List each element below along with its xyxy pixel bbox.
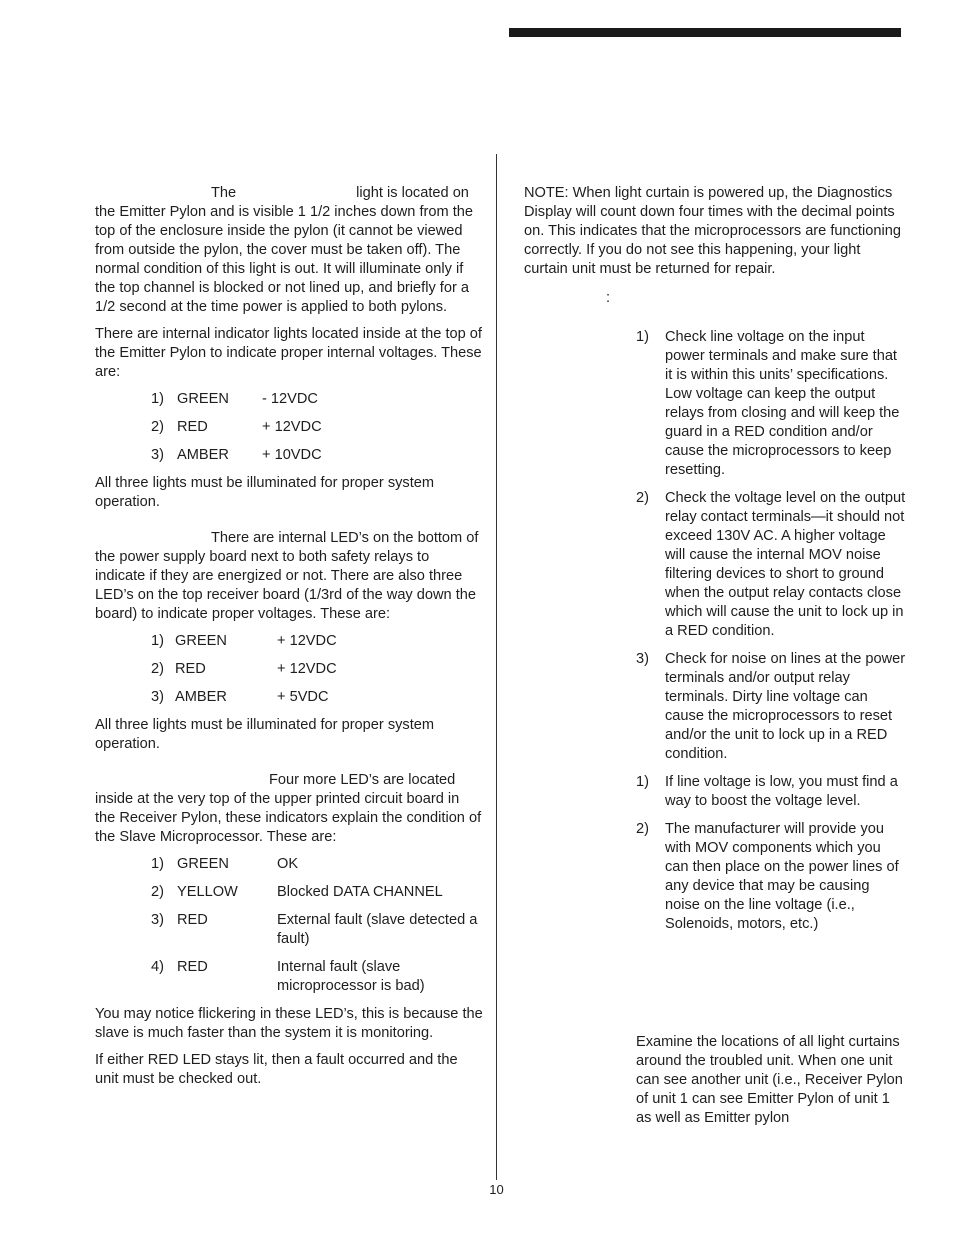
list-item: 2) RED + 12VDC — [151, 661, 337, 677]
list-item: 3) RED External fault (slave detected a fault) — [151, 912, 478, 947]
para1-lead: The — [211, 185, 237, 201]
list-item: 1) GREEN - 12VDC — [151, 391, 318, 407]
list-item: 2) Check the voltage level on the output relay contact terminals—it should not exceed 130V AC. A higher voltage will cause the internal MOV noise filtering devices to short to ground when the output relay contacts close which will cause the unit to lock up in a RED condition. — [636, 490, 906, 639]
para4-rest: of the power supply board next to both safety relays to indicate if they are energized or not. There are also three LED’s on the top receiver board (1/3rd of the way down the board) to indicate proper voltages. These are: — [95, 530, 479, 622]
list-item: 3) AMBER + 5VDC — [151, 689, 329, 705]
paragraph-emitter-indicators: There are internal indicator lights located inside at the top of the Emitter Pylon to indicate proper internal voltages. These are: — [95, 326, 482, 380]
column-divider — [496, 154, 497, 1180]
list-item: 1) If line voltage is low, you must find a way to boost the voltage level. — [636, 774, 898, 809]
paragraph-all-lights-2: All three lights must be illuminated for proper system operation. — [95, 717, 435, 752]
paragraph-flickering: You may notice flickering in these LED’s, this is because the slave is much faster than the system it is monitoring. — [95, 1006, 483, 1041]
para4-lead: There are internal LED’s on the bottom — [211, 530, 463, 546]
note-paragraph: NOTE: When light curtain is powered up, the Diagnostics Display will count down four times with the decimal points on. This indicates that the microprocessors are functioning correctly. If you do not see this happening, your light curtain unit must be returned for repair. — [524, 185, 901, 277]
paragraph-emitter-light — [95, 184, 483, 317]
right-column — [524, 184, 906, 1136]
para1-mid: light is located on — [356, 185, 469, 201]
list-item: 2) RED + 12VDC — [151, 419, 322, 435]
list-item: 1) GREEN + 12VDC — [151, 633, 337, 649]
emitter-indicator-list — [95, 390, 483, 466]
para6-lead: Four more LED’s are located — [269, 772, 456, 788]
paragraph-all-lights-1: All three lights must be illuminated for proper system operation. — [95, 475, 435, 510]
header-bar — [509, 28, 901, 37]
list-item: 2) The manufacturer will provide you with MOV components which you can then place on the power lines of any device that may be causing noise on the line voltage (i.e., Solenoids, motors, etc.) — [636, 821, 899, 932]
list-item: 3) Check for noise on lines at the power terminals and/or output relay terminals. Dirty line voltage can cause the microprocessors to reset and/or the unit to lock up in a RED condition. — [636, 651, 906, 762]
paragraph-red-led: If either RED LED stays lit, then a fault occurred and the unit must be checked out. — [95, 1052, 458, 1087]
paragraph-receiver-leds — [95, 529, 483, 624]
paragraph-slave-leds — [95, 771, 483, 847]
list-item: 4) RED Internal fault (slave microprocessor is bad) — [151, 959, 425, 994]
fix-steps — [636, 773, 906, 934]
paragraph-examine-locations: Examine the locations of all light curtains around the troubled unit. When one unit can see another unit (i.e., Receiver Pylon of unit 1 can see Emitter Pylon of unit 1 as well as Emitter pylon — [636, 1034, 903, 1126]
para6-rest: inside at the very top of the upper printed circuit board in the Receiver Pylon, these indicators explain the condition of the Slave Microprocessor. These are: — [95, 791, 482, 845]
left-column — [95, 184, 483, 1097]
para1-rest: the Emitter Pylon and is visible 1 1/2 inches down from the top of the enclosure inside the pylon (it cannot be viewed from outside the pylon, the cover must be taken off). The normal condition of this light is out. It will illuminate only if the top channel is blocked or not lined up, and briefly for a 1/2 second at the time power is applied to both pylons. — [95, 204, 474, 315]
list-item: 1) GREEN OK — [151, 856, 299, 872]
list-item: 1) Check line voltage on the input power terminals and make sure that it is within this units’ specifications. Low voltage can keep the output relays from closing and will keep the guard in a RED condition and/or cause the microprocessors to keep resetting. — [636, 329, 900, 478]
receiver-indicator-list — [95, 632, 483, 708]
page-number: 10 — [489, 1182, 504, 1197]
slave-indicator-list — [95, 855, 483, 996]
check-steps — [636, 328, 906, 764]
list-item: 3) AMBER + 10VDC — [151, 447, 322, 463]
list-item: 2) YELLOW Blocked DATA CHANNEL — [151, 884, 443, 900]
section-colon: : — [606, 290, 611, 306]
